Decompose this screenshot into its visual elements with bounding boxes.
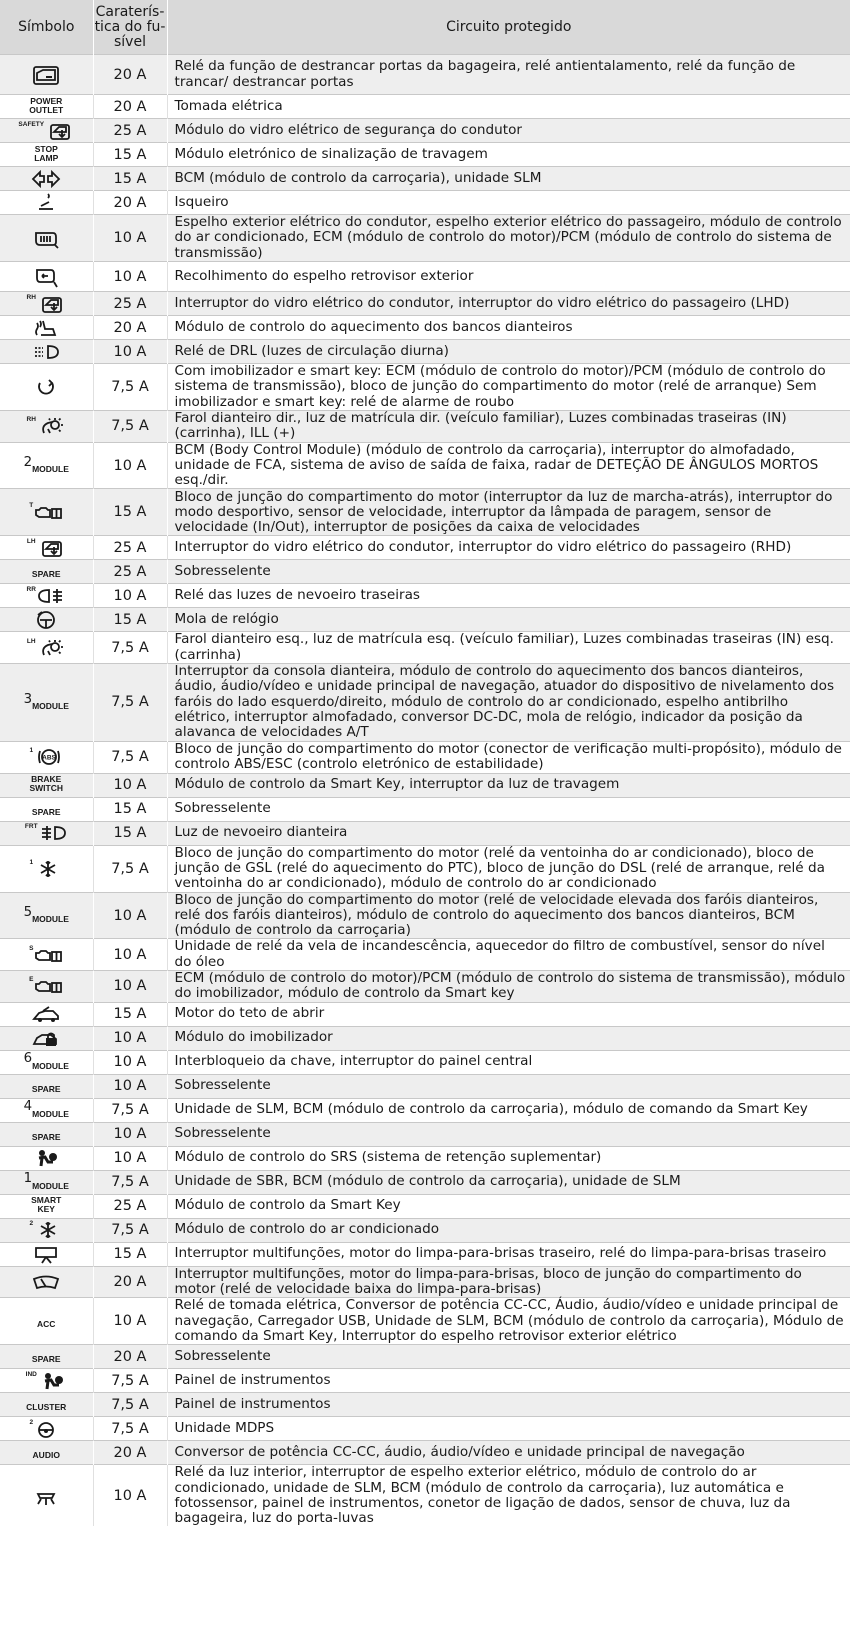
rating-cell: 10 A: [93, 971, 167, 1003]
symbol-label: SPARE: [31, 1354, 61, 1365]
rating-cell: 25 A: [93, 536, 167, 560]
symbol-cell: [0, 442, 93, 489]
circuit-cell: Módulo de controlo da Smart Key: [167, 1194, 850, 1218]
symbol-cell: [0, 1465, 93, 1527]
header-rating: [93, 0, 167, 55]
symbol-label: BRAKE SWITCH: [29, 774, 64, 794]
symbol-cell: [0, 773, 93, 797]
table-row: [0, 608, 850, 632]
circuit-cell: Interruptor do vidro elétrico do condutor, interruptor do vidro elétrico do passageiro (LHD): [167, 292, 850, 316]
symbol-cell: [0, 1218, 93, 1242]
table-row: [0, 95, 850, 119]
table-row: [0, 1218, 850, 1242]
header-circuit: Circuito protegido: [167, 0, 850, 55]
symbol-cell: [0, 1298, 93, 1345]
circuit-cell: Interruptor multifunções, motor do limpa-para-brisas traseiro, relé do limpa-para-brisas traseiro: [167, 1242, 850, 1266]
circuit-cell: Interruptor do vidro elétrico do condutor, interruptor do vidro elétrico do passageiro (RHD): [167, 536, 850, 560]
circuit-cell: Módulo do vidro elétrico de segurança do condutor: [167, 119, 850, 143]
clock-spring-icon: [31, 609, 61, 631]
circuit-cell: Mola de relógio: [167, 608, 850, 632]
symbol-cell: [0, 821, 93, 845]
circuit-cell: Sobresselente: [167, 560, 850, 584]
table-row: [0, 489, 850, 536]
symbol-label: MODULE: [32, 1180, 69, 1191]
symbol-cell: [0, 215, 93, 262]
symbol-cell: [0, 1194, 93, 1218]
rating-cell: 10 A: [93, 1146, 167, 1170]
symbol-label: SPARE: [31, 806, 61, 817]
table-row: [0, 536, 850, 560]
circuit-cell: BCM (módulo de controlo da carroçaria), unidade SLM: [167, 167, 850, 191]
headlamp-icon: [36, 637, 66, 659]
symbol-cell: [0, 95, 93, 119]
symbol-cell: [0, 1146, 93, 1170]
circuit-cell: Sobresselente: [167, 1074, 850, 1098]
rating-cell: 25 A: [93, 560, 167, 584]
rear-fog-icon: [36, 585, 66, 607]
rating-cell: 15 A: [93, 1002, 167, 1026]
circuit-cell: Interbloqueio da chave, interruptor do painel central: [167, 1050, 850, 1074]
circuit-cell: Módulo de controlo do aquecimento dos bancos dianteiros: [167, 316, 850, 340]
table-row: [0, 1393, 850, 1417]
circuit-cell: Unidade de SBR, BCM (módulo de controlo da carroçaria), unidade de SLM: [167, 1170, 850, 1194]
circuit-cell: Tomada elétrica: [167, 95, 850, 119]
symbol-prefix-label: 2: [29, 1418, 34, 1426]
table-row: [0, 119, 850, 143]
symbol-label: ACC: [37, 1318, 56, 1329]
symbol-label: MODULE: [32, 1060, 69, 1071]
symbol-cell: [0, 608, 93, 632]
table-row: [0, 1194, 850, 1218]
rating-cell: 7,5 A: [93, 632, 167, 664]
circuit-cell: BCM (Body Control Module) (módulo de controlo da carroçaria), interruptor do almofadado, unidade de FCA, sistema de aviso de saída de faixa, radar de DETEÇÃO DE ÂNGULOS MORTOS esq./dir.: [167, 442, 850, 489]
symbol-cell: [0, 119, 93, 143]
table-row: [0, 632, 850, 664]
circuit-cell: Painel de instrumentos: [167, 1369, 850, 1393]
symbol-label: SPARE: [31, 1131, 61, 1142]
front-fog-icon: [38, 822, 68, 844]
table-row: [0, 971, 850, 1003]
symbol-cell: [0, 316, 93, 340]
symbol-superscript: 4: [23, 1099, 33, 1115]
rating-cell: 10 A: [93, 340, 167, 364]
table-row: [0, 1369, 850, 1393]
table-row: [0, 364, 850, 411]
symbol-label: SPARE: [31, 1083, 61, 1094]
symbol-cell: [0, 1002, 93, 1026]
rating-cell: 20 A: [93, 1441, 167, 1465]
symbol-cell: [0, 340, 93, 364]
table-row: [0, 892, 850, 939]
rating-cell: 20 A: [93, 1345, 167, 1369]
table-row: [0, 1170, 850, 1194]
circuit-cell: Módulo de controlo do SRS (sistema de retenção suplementar): [167, 1146, 850, 1170]
table-row: [0, 584, 850, 608]
symbol-cell: [0, 971, 93, 1003]
engine-book-icon: [33, 944, 63, 966]
symbol-cell: [0, 892, 93, 939]
mirror-fold-icon: [31, 266, 61, 288]
rating-cell: 7,5 A: [93, 1098, 167, 1122]
symbol-cell: [0, 560, 93, 584]
symbol-prefix-label: 2: [29, 1220, 34, 1228]
symbol-cell: [0, 1026, 93, 1050]
circuit-cell: Módulo do imobilizador: [167, 1026, 850, 1050]
circuit-cell: Unidade de SLM, BCM (módulo de controlo da carroçaria), módulo de comando da Smart Key: [167, 1098, 850, 1122]
table-row: [0, 215, 850, 262]
circuit-cell: Módulo eletrónico de sinalização de travagem: [167, 143, 850, 167]
circuit-cell: Espelho exterior elétrico do condutor, espelho exterior elétrico do passageiro, módulo de controlo do ar condicionado, ECM (módulo de controlo do motor)/PCM (módulo de controlo do sistema de transmissão): [167, 215, 850, 262]
symbol-cell: [0, 1242, 93, 1266]
symbol-superscript: 5: [23, 904, 33, 920]
table-row: [0, 560, 850, 584]
circuit-cell: Relé da luz interior, interruptor de espelho exterior elétrico, módulo de controlo do ar condicionado, unidade de SLM, BCM (módulo de controlo da carroçaria), luz automática e fotossensor, painel de instrumentos, conetor de ligação de dados, sensor de chuva, luz da bagageira, luz do porta-luvas: [167, 1465, 850, 1527]
rating-cell: 20 A: [93, 1266, 167, 1298]
table-row: [0, 442, 850, 489]
table-row: [0, 1242, 850, 1266]
circuit-cell: Módulo de controlo do ar condicionado: [167, 1218, 850, 1242]
circuit-cell: Luz de nevoeiro dianteira: [167, 821, 850, 845]
symbol-cell: [0, 1417, 93, 1441]
header-symbol: Símbolo: [0, 0, 93, 55]
rating-cell: 15 A: [93, 608, 167, 632]
circuit-cell: Bloco de junção do compartimento do motor (relé da ventoinha do ar condicionado), bloco de junção de GSL (relé do aquecimento do PTC), bloco de junção do DSL (relé de arranque, relé da ventoinha do ar condicionado), módulo de controlo do ar condicionado: [167, 845, 850, 892]
symbol-cell: [0, 632, 93, 664]
table-row: [0, 262, 850, 292]
table-row: [0, 292, 850, 316]
mdps-icon: [33, 1418, 63, 1440]
ac-icon: [33, 1219, 63, 1241]
table-row: [0, 1002, 850, 1026]
rating-cell: 10 A: [93, 892, 167, 939]
symbol-cell: [0, 845, 93, 892]
rating-cell: 10 A: [93, 215, 167, 262]
rating-cell: 10 A: [93, 1074, 167, 1098]
drl-icon: [31, 341, 61, 363]
table-row: [0, 55, 850, 95]
front-wiper-icon: [31, 1271, 61, 1293]
symbol-label: CLUSTER: [26, 1402, 67, 1413]
table-header: [0, 0, 850, 55]
ac-icon: [33, 858, 63, 880]
circuit-cell: Relé de tomada elétrica, Conversor de potência CC-CC, Áudio, áudio/vídeo e unidade principal de navegação, Carregador USB, Unidade de SLM, BCM (módulo de controlo da carroçaria), Módulo de comando da Smart Key, Interruptor do espelho retrovisor exterior elétrico: [167, 1298, 850, 1345]
circuit-cell: Relé de DRL (luzes de circulação diurna): [167, 340, 850, 364]
symbol-prefix-label: T: [29, 502, 34, 510]
header-rating-line: Caraterís-: [95, 3, 165, 20]
symbol-superscript: 3: [23, 691, 33, 707]
symbol-superscript: 2: [23, 454, 33, 470]
rating-cell: 15 A: [93, 143, 167, 167]
symbol-cell: [0, 292, 93, 316]
window-icon: [36, 293, 66, 315]
svg-text:ABS: ABS: [42, 754, 56, 762]
circuit-cell: Interruptor multifunções, motor do limpa-para-brisas, bloco de junção do compartimento do motor (relé de velocidade baixa do limpa-para-brisas): [167, 1266, 850, 1298]
symbol-label: MODULE: [32, 700, 69, 711]
rating-cell: 7,5 A: [93, 1218, 167, 1242]
table-row: [0, 797, 850, 821]
symbol-label: MODULE: [32, 464, 69, 475]
table-row: [0, 1122, 850, 1146]
rating-cell: 15 A: [93, 797, 167, 821]
rating-cell: 10 A: [93, 1298, 167, 1345]
rating-cell: 20 A: [93, 55, 167, 95]
rating-cell: 20 A: [93, 316, 167, 340]
symbol-cell: [0, 741, 93, 773]
symbol-label: AUDIO: [32, 1450, 60, 1461]
table-row: [0, 741, 850, 773]
circuit-cell: Com imobilizador e smart key: ECM (módulo de controlo do motor)/PCM (módulo de controlo do sistema de transmissão), bloco de junção do compartimento do motor (relé de arranque) Sem imobilizador e smart key: relé de alarme de roubo: [167, 364, 850, 411]
symbol-label: SPARE: [31, 569, 61, 580]
mirror-heat-icon: [31, 227, 61, 249]
rating-cell: 10 A: [93, 262, 167, 292]
rating-cell: 7,5 A: [93, 1369, 167, 1393]
symbol-cell: [0, 489, 93, 536]
symbol-prefix-label: 1: [29, 747, 34, 755]
symbol-cell: [0, 411, 93, 443]
rating-cell: 10 A: [93, 1050, 167, 1074]
symbol-cell: [0, 1122, 93, 1146]
circuit-cell: Sobresselente: [167, 797, 850, 821]
symbol-label: SMART KEY: [31, 1195, 62, 1215]
symbol-cell: [0, 191, 93, 215]
symbol-superscript: 6: [23, 1051, 33, 1067]
circuit-cell: Relé das luzes de nevoeiro traseiras: [167, 584, 850, 608]
airbag-icon: [31, 1147, 61, 1169]
symbol-cell: [0, 364, 93, 411]
symbol-cell: [0, 584, 93, 608]
circuit-cell: Unidade de relé da vela de incandescência, aquecedor do filtro de combustível, sensor do nível do óleo: [167, 939, 850, 971]
symbol-cell: [0, 143, 93, 167]
engine-book-icon: [33, 975, 63, 997]
cigar-lighter-icon: [31, 192, 61, 214]
symbol-prefix-label: LH: [26, 637, 36, 645]
table-row: [0, 1026, 850, 1050]
circuit-cell: ECM (módulo de controlo do motor)/PCM (módulo de controlo do sistema de transmissão), módulo do imobilizador, módulo de controlo da Smart key: [167, 971, 850, 1003]
table-row: [0, 1465, 850, 1527]
rating-cell: 7,5 A: [93, 1170, 167, 1194]
rating-cell: 15 A: [93, 489, 167, 536]
rating-cell: 10 A: [93, 939, 167, 971]
table-row: [0, 1345, 850, 1369]
table-row: [0, 1146, 850, 1170]
circuit-cell: Painel de instrumentos: [167, 1393, 850, 1417]
rating-cell: 25 A: [93, 119, 167, 143]
circuit-cell: Bloco de junção do compartimento do motor (relé de velocidade elevada dos faróis dianteiros, relé dos faróis dianteiros), módulo de controlo do aquecimento dos bancos dianteiros, BCM (módulo de controlo da carroçaria): [167, 892, 850, 939]
room-lamp-icon: [31, 1485, 61, 1507]
table-row: [0, 411, 850, 443]
table-row: [0, 845, 850, 892]
table-row: [0, 191, 850, 215]
rating-cell: 15 A: [93, 821, 167, 845]
immobilizer-icon: [31, 1027, 61, 1049]
rating-cell: 10 A: [93, 1122, 167, 1146]
symbol-cell: [0, 1050, 93, 1074]
table-row: [0, 821, 850, 845]
turn-signal-icon: [31, 168, 61, 190]
symbol-cell: [0, 939, 93, 971]
table-row: [0, 143, 850, 167]
rating-cell: 10 A: [93, 1026, 167, 1050]
circuit-cell: Interruptor da consola dianteira, módulo de controlo do aquecimento dos bancos dianteiros, áudio, áudio/vídeo e unidade principal de navegação, atuador do dispositivo de nivelamento dos faróis do lado esquerdo/direito, módulo de controlo do ar condicionado, espelho antibrilho elétrico, interruptor almofadado, conversor DC-DC, mola de relógio, indicador da posição da alavanca de velocidades A/T: [167, 664, 850, 741]
rating-cell: 15 A: [93, 1242, 167, 1266]
table-row: [0, 316, 850, 340]
symbol-cell: [0, 1441, 93, 1465]
circuit-cell: Recolhimento do espelho retrovisor exterior: [167, 262, 850, 292]
rating-cell: 25 A: [93, 1194, 167, 1218]
symbol-prefix-label: S: [29, 944, 34, 952]
symbol-cell: [0, 262, 93, 292]
door-unlock-icon: [31, 64, 61, 86]
rating-cell: 10 A: [93, 773, 167, 797]
symbol-cell: [0, 1345, 93, 1369]
symbol-cell: [0, 1170, 93, 1194]
start-icon: [31, 376, 61, 398]
rear-wiper-icon: [31, 1243, 61, 1265]
symbol-label: MODULE: [32, 914, 69, 925]
symbol-label: POWER OUTLET: [29, 95, 64, 115]
circuit-cell: Motor do teto de abrir: [167, 1002, 850, 1026]
abs-icon: [33, 746, 63, 768]
symbol-cell: [0, 1393, 93, 1417]
symbol-cell: [0, 167, 93, 191]
symbol-cell: [0, 536, 93, 560]
symbol-superscript: 1: [23, 1171, 33, 1187]
circuit-cell: Conversor de potência CC-CC, áudio, áudio/vídeo e unidade principal de navegação: [167, 1441, 850, 1465]
rating-cell: 20 A: [93, 95, 167, 119]
rating-cell: 7,5 A: [93, 664, 167, 741]
header-rating-line: sível: [114, 33, 146, 50]
rating-cell: 15 A: [93, 167, 167, 191]
symbol-cell: [0, 1074, 93, 1098]
table-row: [0, 1098, 850, 1122]
table-row: [0, 664, 850, 741]
circuit-cell: Farol dianteiro dir., luz de matrícula dir. (veículo familiar), Luzes combinadas traseiras (IN) (carrinha), ILL (+): [167, 411, 850, 443]
table-row: [0, 1298, 850, 1345]
symbol-cell: [0, 797, 93, 821]
window-icon: [36, 537, 66, 559]
sunroof-icon: [31, 1003, 61, 1025]
rating-cell: 7,5 A: [93, 845, 167, 892]
circuit-cell: Isqueiro: [167, 191, 850, 215]
circuit-cell: Bloco de junção do compartimento do motor (conector de verificação multi-propósito), módulo de controlo ABS/ESC (controlo eletrónico de estabilidade): [167, 741, 850, 773]
symbol-cell: [0, 55, 93, 95]
symbol-prefix-label: RH: [26, 416, 36, 424]
rating-cell: 10 A: [93, 1465, 167, 1527]
rating-cell: 7,5 A: [93, 364, 167, 411]
window-icon: [44, 120, 74, 142]
header-rating-line: tica do fu-: [94, 18, 166, 35]
symbol-cell: [0, 1369, 93, 1393]
airbag-icon: [37, 1370, 67, 1392]
circuit-cell: Módulo de controlo da Smart Key, interruptor da luz de travagem: [167, 773, 850, 797]
table-row: [0, 1441, 850, 1465]
rating-cell: 7,5 A: [93, 1417, 167, 1441]
table-row: [0, 1266, 850, 1298]
symbol-cell: [0, 1266, 93, 1298]
symbol-prefix-label: LH: [26, 537, 36, 545]
rating-cell: 25 A: [93, 292, 167, 316]
circuit-cell: Sobresselente: [167, 1345, 850, 1369]
symbol-prefix-label: RR: [26, 585, 36, 593]
headlamp-icon: [36, 415, 66, 437]
rating-cell: 7,5 A: [93, 411, 167, 443]
rating-cell: 10 A: [93, 442, 167, 489]
rating-cell: 10 A: [93, 584, 167, 608]
symbol-prefix-label: SAFETY: [18, 120, 45, 128]
symbol-cell: [0, 1098, 93, 1122]
symbol-cell: [0, 664, 93, 741]
symbol-prefix-label: 1: [29, 858, 34, 866]
table-row: [0, 1050, 850, 1074]
engine-book-icon: [33, 501, 63, 523]
table-row: [0, 167, 850, 191]
circuit-cell: Unidade MDPS: [167, 1417, 850, 1441]
circuit-cell: Relé da função de destrancar portas da bagageira, relé antientalamento, relé da função de trancar/ destrancar portas: [167, 55, 850, 95]
table-row: [0, 1417, 850, 1441]
table-row: [0, 773, 850, 797]
circuit-cell: Sobresselente: [167, 1122, 850, 1146]
seat-heat-icon: [31, 317, 61, 339]
symbol-label: STOP LAMP: [34, 143, 59, 163]
symbol-prefix-label: IND: [25, 1370, 37, 1378]
table-row: [0, 939, 850, 971]
symbol-prefix-label: E: [29, 976, 34, 984]
rating-cell: 7,5 A: [93, 741, 167, 773]
symbol-label: MODULE: [32, 1108, 69, 1119]
circuit-cell: Bloco de junção do compartimento do motor (interruptor da luz de marcha-atrás), interruptor do modo desportivo, sensor de velocidade, interruptor da lâmpada de paragem, sensor de velocidade (In/Out), interruptor de posições da caixa de velocidades: [167, 489, 850, 536]
table-row: [0, 340, 850, 364]
rating-cell: 7,5 A: [93, 1393, 167, 1417]
symbol-prefix-label: FRT: [24, 823, 38, 831]
circuit-cell: Farol dianteiro esq., luz de matrícula esq. (veículo familiar), Luzes combinadas traseiras (IN) esq. (carrinha): [167, 632, 850, 664]
table-row: [0, 1074, 850, 1098]
symbol-prefix-label: RH: [26, 293, 36, 301]
rating-cell: 20 A: [93, 191, 167, 215]
